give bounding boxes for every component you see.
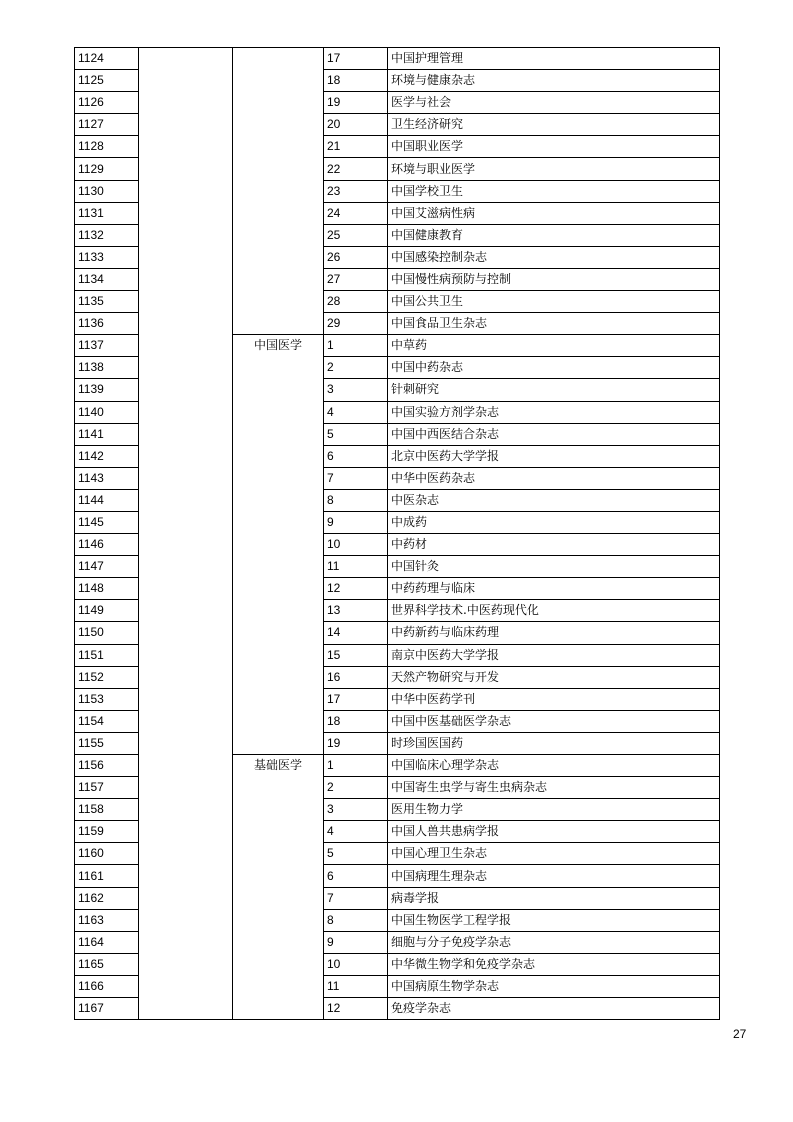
- rank-number-cell: 25: [324, 224, 388, 246]
- category-cell: [233, 821, 324, 843]
- journal-name-cell: 中华微生物学和免疫学杂志: [388, 953, 720, 975]
- journal-name-cell: 环境与健康杂志: [388, 70, 720, 92]
- table-row: [75, 732, 720, 754]
- table-row: [75, 313, 720, 335]
- table-row: [75, 70, 720, 92]
- journal-name-cell: 中国职业医学: [388, 136, 720, 158]
- journal-name-cell: 中国病原生物学杂志: [388, 975, 720, 997]
- table-row: [75, 799, 720, 821]
- journal-name-cell: 中国寄生虫学与寄生虫病杂志: [388, 777, 720, 799]
- rank-number-cell: 4: [324, 821, 388, 843]
- table-row: [75, 644, 720, 666]
- rank-number-cell: 17: [324, 48, 388, 70]
- rank-number-cell: 19: [324, 92, 388, 114]
- blank-cell: [139, 777, 233, 799]
- blank-cell: [139, 268, 233, 290]
- table-row: [75, 379, 720, 401]
- category-cell: [233, 92, 324, 114]
- rank-number-cell: 12: [324, 578, 388, 600]
- journal-name-cell: 中药新药与临床药理: [388, 622, 720, 644]
- rank-number-cell: 9: [324, 931, 388, 953]
- category-cell: [233, 975, 324, 997]
- journal-name-cell: 中国艾滋病性病: [388, 202, 720, 224]
- rank-number-cell: 5: [324, 423, 388, 445]
- table-row: [75, 180, 720, 202]
- blank-cell: [139, 511, 233, 533]
- category-cell: [233, 114, 324, 136]
- blank-cell: [139, 843, 233, 865]
- journal-name-cell: 免疫学杂志: [388, 998, 720, 1020]
- blank-cell: [139, 379, 233, 401]
- table-row: [75, 335, 720, 357]
- rank-number-cell: 3: [324, 379, 388, 401]
- blank-cell: [139, 799, 233, 821]
- journal-name-cell: 中国实验方剂学杂志: [388, 401, 720, 423]
- table-row: [75, 843, 720, 865]
- journal-name-cell: 医学与社会: [388, 92, 720, 114]
- category-cell: [233, 688, 324, 710]
- rank-number-cell: 22: [324, 158, 388, 180]
- serial-number-cell: 1160: [75, 843, 139, 865]
- blank-cell: [139, 998, 233, 1020]
- journal-name-cell: 中华中医药学刊: [388, 688, 720, 710]
- serial-number-cell: 1136: [75, 313, 139, 335]
- journal-name-cell: 南京中医药大学学报: [388, 644, 720, 666]
- category-cell: [233, 313, 324, 335]
- serial-number-cell: 1158: [75, 799, 139, 821]
- serial-number-cell: 1159: [75, 821, 139, 843]
- rank-number-cell: 9: [324, 511, 388, 533]
- table-row: [75, 953, 720, 975]
- category-cell: [233, 865, 324, 887]
- serial-number-cell: 1133: [75, 246, 139, 268]
- serial-number-cell: 1128: [75, 136, 139, 158]
- category-cell: [233, 578, 324, 600]
- rank-number-cell: 2: [324, 357, 388, 379]
- table-row: [75, 224, 720, 246]
- journal-name-cell: 中国临床心理学杂志: [388, 755, 720, 777]
- journal-name-cell: 细胞与分子免疫学杂志: [388, 931, 720, 953]
- journal-name-cell: 中国生物医学工程学报: [388, 909, 720, 931]
- serial-number-cell: 1153: [75, 688, 139, 710]
- table-row: [75, 975, 720, 997]
- table-row: [75, 578, 720, 600]
- journal-name-cell: 中国中药杂志: [388, 357, 720, 379]
- journal-name-cell: 时珍国医国药: [388, 732, 720, 754]
- serial-number-cell: 1127: [75, 114, 139, 136]
- category-label: 基础医学: [233, 755, 324, 777]
- rank-number-cell: 17: [324, 688, 388, 710]
- page-number: 27: [733, 1027, 747, 1041]
- journal-name-cell: 北京中医药大学学报: [388, 445, 720, 467]
- category-cell: [233, 534, 324, 556]
- rank-number-cell: 23: [324, 180, 388, 202]
- blank-cell: [139, 224, 233, 246]
- table-row: [75, 401, 720, 423]
- blank-cell: [139, 489, 233, 511]
- blank-cell: [139, 114, 233, 136]
- table-row: [75, 666, 720, 688]
- category-cell: [233, 357, 324, 379]
- rank-number-cell: 27: [324, 268, 388, 290]
- serial-number-cell: 1155: [75, 732, 139, 754]
- category-cell: [233, 777, 324, 799]
- rank-number-cell: 18: [324, 70, 388, 92]
- serial-number-cell: 1125: [75, 70, 139, 92]
- table-row: [75, 423, 720, 445]
- serial-number-cell: 1129: [75, 158, 139, 180]
- table-row: [75, 865, 720, 887]
- serial-number-cell: 1162: [75, 887, 139, 909]
- serial-number-cell: 1143: [75, 467, 139, 489]
- category-cell: [233, 511, 324, 533]
- category-cell: [233, 379, 324, 401]
- blank-cell: [139, 710, 233, 732]
- blank-cell: [139, 445, 233, 467]
- blank-cell: [139, 556, 233, 578]
- serial-number-cell: 1148: [75, 578, 139, 600]
- serial-number-cell: 1140: [75, 401, 139, 423]
- category-cell: [233, 467, 324, 489]
- blank-cell: [139, 335, 233, 357]
- table-row: [75, 622, 720, 644]
- category-cell: [233, 666, 324, 688]
- journal-name-cell: 针刺研究: [388, 379, 720, 401]
- serial-number-cell: 1156: [75, 755, 139, 777]
- table-row: [75, 489, 720, 511]
- serial-number-cell: 1135: [75, 291, 139, 313]
- blank-cell: [139, 887, 233, 909]
- serial-number-cell: 1157: [75, 777, 139, 799]
- rank-number-cell: 8: [324, 909, 388, 931]
- rank-number-cell: 3: [324, 799, 388, 821]
- category-cell: [233, 953, 324, 975]
- serial-number-cell: 1137: [75, 335, 139, 357]
- blank-cell: [139, 401, 233, 423]
- serial-number-cell: 1132: [75, 224, 139, 246]
- blank-cell: [139, 732, 233, 754]
- serial-number-cell: 1142: [75, 445, 139, 467]
- blank-cell: [139, 909, 233, 931]
- rank-number-cell: 1: [324, 335, 388, 357]
- category-cell: [233, 644, 324, 666]
- category-label: [233, 48, 324, 70]
- table-row: [75, 202, 720, 224]
- blank-cell: [139, 246, 233, 268]
- rank-number-cell: 20: [324, 114, 388, 136]
- rank-number-cell: 6: [324, 445, 388, 467]
- journal-name-cell: 中国人兽共患病学报: [388, 821, 720, 843]
- category-cell: [233, 158, 324, 180]
- rank-number-cell: 13: [324, 600, 388, 622]
- rank-number-cell: 15: [324, 644, 388, 666]
- rank-number-cell: 7: [324, 887, 388, 909]
- category-cell: [233, 732, 324, 754]
- journal-name-cell: 中华中医药杂志: [388, 467, 720, 489]
- table-row: [75, 887, 720, 909]
- rank-number-cell: 29: [324, 313, 388, 335]
- serial-number-cell: 1150: [75, 622, 139, 644]
- rank-number-cell: 7: [324, 467, 388, 489]
- journal-name-cell: 卫生经济研究: [388, 114, 720, 136]
- blank-cell: [139, 48, 233, 70]
- category-cell: [233, 136, 324, 158]
- rank-number-cell: 14: [324, 622, 388, 644]
- category-cell: [233, 401, 324, 423]
- rank-number-cell: 26: [324, 246, 388, 268]
- table-row: [75, 821, 720, 843]
- rank-number-cell: 10: [324, 534, 388, 556]
- table-row: [75, 998, 720, 1020]
- serial-number-cell: 1166: [75, 975, 139, 997]
- rank-number-cell: 10: [324, 953, 388, 975]
- rank-number-cell: 21: [324, 136, 388, 158]
- serial-number-cell: 1144: [75, 489, 139, 511]
- journal-name-cell: 中国食品卫生杂志: [388, 313, 720, 335]
- category-cell: [233, 423, 324, 445]
- blank-cell: [139, 467, 233, 489]
- rank-number-cell: 2: [324, 777, 388, 799]
- serial-number-cell: 1131: [75, 202, 139, 224]
- rank-number-cell: 24: [324, 202, 388, 224]
- rank-number-cell: 8: [324, 489, 388, 511]
- serial-number-cell: 1161: [75, 865, 139, 887]
- journal-name-cell: 中国护理管理: [388, 48, 720, 70]
- serial-number-cell: 1146: [75, 534, 139, 556]
- table-row: [75, 92, 720, 114]
- category-cell: [233, 909, 324, 931]
- serial-number-cell: 1139: [75, 379, 139, 401]
- journal-name-cell: 中国公共卫生: [388, 291, 720, 313]
- table-row: [75, 291, 720, 313]
- blank-cell: [139, 357, 233, 379]
- serial-number-cell: 1147: [75, 556, 139, 578]
- table-row: [75, 511, 720, 533]
- category-cell: [233, 931, 324, 953]
- category-cell: [233, 799, 324, 821]
- serial-number-cell: 1141: [75, 423, 139, 445]
- serial-number-cell: 1124: [75, 48, 139, 70]
- table-row: [75, 357, 720, 379]
- blank-cell: [139, 92, 233, 114]
- rank-number-cell: 28: [324, 291, 388, 313]
- table-row: [75, 534, 720, 556]
- journal-name-cell: 中药材: [388, 534, 720, 556]
- journal-name-cell: 中国健康教育: [388, 224, 720, 246]
- category-cell: [233, 246, 324, 268]
- rank-number-cell: 6: [324, 865, 388, 887]
- table-row: [75, 445, 720, 467]
- serial-number-cell: 1126: [75, 92, 139, 114]
- journal-name-cell: 中国中西医结合杂志: [388, 423, 720, 445]
- journal-name-cell: 中国慢性病预防与控制: [388, 268, 720, 290]
- blank-cell: [139, 821, 233, 843]
- table-row: [75, 467, 720, 489]
- table-row: [75, 556, 720, 578]
- blank-cell: [139, 291, 233, 313]
- journal-name-cell: 中国针灸: [388, 556, 720, 578]
- category-cell: [233, 556, 324, 578]
- category-cell: [233, 70, 324, 92]
- category-cell: [233, 489, 324, 511]
- table-row: [75, 710, 720, 732]
- table-row: [75, 688, 720, 710]
- journal-name-cell: 中国中医基础医学杂志: [388, 710, 720, 732]
- journal-name-cell: 医用生物力学: [388, 799, 720, 821]
- table-row: [75, 246, 720, 268]
- serial-number-cell: 1165: [75, 953, 139, 975]
- blank-cell: [139, 136, 233, 158]
- table-row: [75, 909, 720, 931]
- table-row: [75, 755, 720, 777]
- serial-number-cell: 1154: [75, 710, 139, 732]
- category-cell: [233, 998, 324, 1020]
- journal-name-cell: 病毒学报: [388, 887, 720, 909]
- blank-cell: [139, 313, 233, 335]
- category-cell: [233, 887, 324, 909]
- journal-table-body: [75, 48, 720, 1020]
- blank-cell: [139, 666, 233, 688]
- blank-cell: [139, 622, 233, 644]
- journal-name-cell: 中成药: [388, 511, 720, 533]
- category-cell: [233, 268, 324, 290]
- rank-number-cell: 1: [324, 755, 388, 777]
- blank-cell: [139, 423, 233, 445]
- serial-number-cell: 1164: [75, 931, 139, 953]
- rank-number-cell: 19: [324, 732, 388, 754]
- journal-name-cell: 世界科学技术.中医药现代化: [388, 600, 720, 622]
- serial-number-cell: 1138: [75, 357, 139, 379]
- rank-number-cell: 18: [324, 710, 388, 732]
- journal-name-cell: 环境与职业医学: [388, 158, 720, 180]
- journal-name-cell: 中草药: [388, 335, 720, 357]
- category-cell: [233, 180, 324, 202]
- category-cell: [233, 224, 324, 246]
- blank-cell: [139, 180, 233, 202]
- journal-name-cell: 中国病理生理杂志: [388, 865, 720, 887]
- blank-cell: [139, 931, 233, 953]
- blank-cell: [139, 953, 233, 975]
- category-cell: [233, 622, 324, 644]
- serial-number-cell: 1134: [75, 268, 139, 290]
- blank-cell: [139, 975, 233, 997]
- blank-cell: [139, 688, 233, 710]
- journal-name-cell: 中药药理与临床: [388, 578, 720, 600]
- category-cell: [233, 445, 324, 467]
- journal-name-cell: 天然产物研究与开发: [388, 666, 720, 688]
- category-cell: [233, 710, 324, 732]
- category-label: 中国医学: [233, 335, 324, 357]
- table-row: [75, 114, 720, 136]
- serial-number-cell: 1163: [75, 909, 139, 931]
- serial-number-cell: 1152: [75, 666, 139, 688]
- category-cell: [233, 843, 324, 865]
- journal-name-cell: 中国感染控制杂志: [388, 246, 720, 268]
- rank-number-cell: 11: [324, 556, 388, 578]
- table-row: [75, 600, 720, 622]
- table-row: [75, 777, 720, 799]
- table-row: [75, 158, 720, 180]
- serial-number-cell: 1145: [75, 511, 139, 533]
- table-row: [75, 48, 720, 70]
- serial-number-cell: 1149: [75, 600, 139, 622]
- blank-cell: [139, 755, 233, 777]
- blank-cell: [139, 534, 233, 556]
- rank-number-cell: 5: [324, 843, 388, 865]
- blank-cell: [139, 578, 233, 600]
- table-row: [75, 268, 720, 290]
- blank-cell: [139, 202, 233, 224]
- blank-cell: [139, 70, 233, 92]
- blank-cell: [139, 644, 233, 666]
- table-row: [75, 931, 720, 953]
- rank-number-cell: 11: [324, 975, 388, 997]
- journal-name-cell: 中国心理卫生杂志: [388, 843, 720, 865]
- journal-table-container: [74, 47, 720, 1020]
- serial-number-cell: 1151: [75, 644, 139, 666]
- blank-cell: [139, 158, 233, 180]
- blank-cell: [139, 600, 233, 622]
- blank-cell: [139, 865, 233, 887]
- category-cell: [233, 291, 324, 313]
- category-cell: [233, 202, 324, 224]
- rank-number-cell: 12: [324, 998, 388, 1020]
- rank-number-cell: 16: [324, 666, 388, 688]
- journal-name-cell: 中医杂志: [388, 489, 720, 511]
- table-row: [75, 136, 720, 158]
- category-cell: [233, 600, 324, 622]
- rank-number-cell: 4: [324, 401, 388, 423]
- journal-name-cell: 中国学校卫生: [388, 180, 720, 202]
- serial-number-cell: 1130: [75, 180, 139, 202]
- journal-table: [74, 47, 720, 1020]
- serial-number-cell: 1167: [75, 998, 139, 1020]
